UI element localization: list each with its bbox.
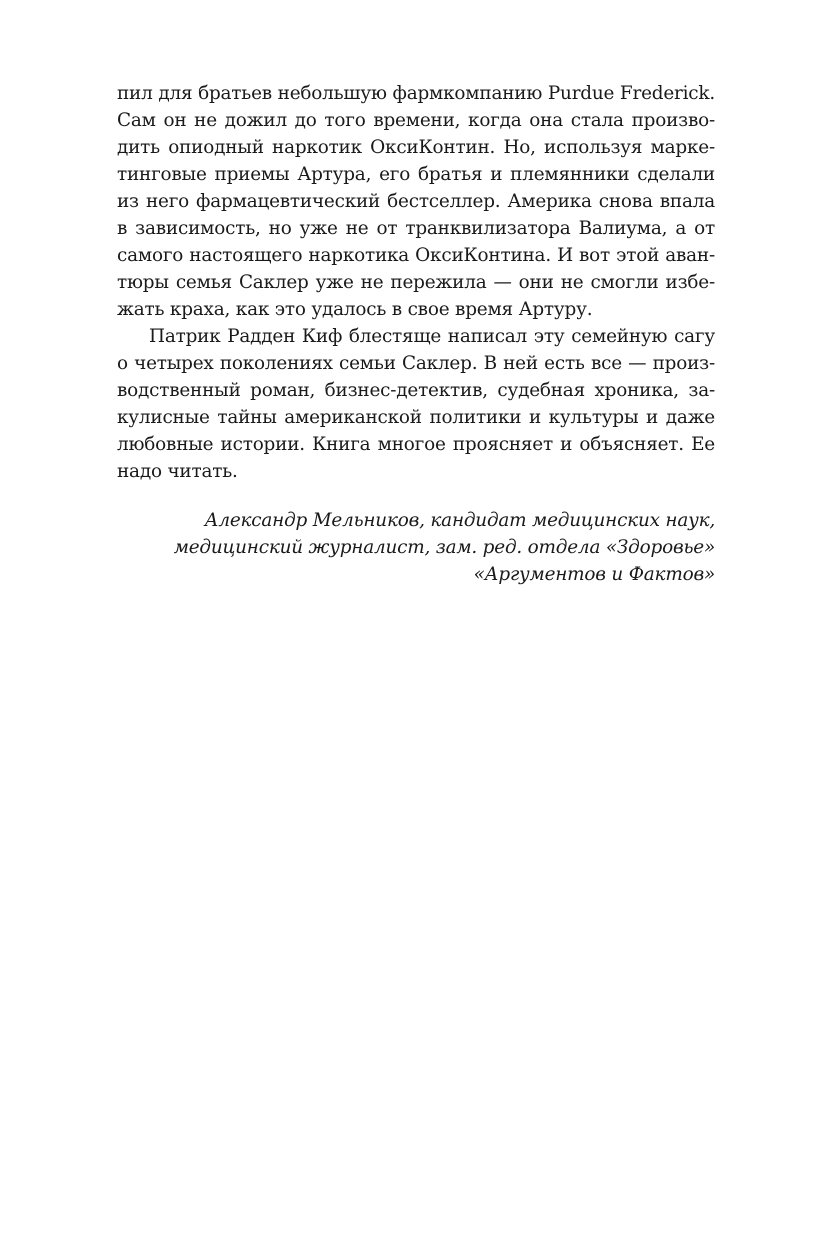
page-body [117,80,715,588]
paragraph-line: тинговые приемы Артура, его братья и племянники сделали [117,164,715,185]
paragraph-line: жать краха, как это удалось в свое время Артуру. [117,299,593,320]
signature-line: «Аргументов и Фактов» [473,564,715,585]
paragraph-1 [117,80,715,323]
paragraph-line: надо читать. [117,461,238,482]
paragraph-line: из него фармацевтический бестселлер. Америка снова впала [117,191,715,212]
paragraph-line: любовные истории. Книга многое проясняет и объясняет. Ее [117,434,715,455]
paragraph-line: о четырех поколениях семьи Саклер. В ней есть все — произ- [117,353,715,374]
signature-line: медицинский журналист, зам. ред. отдела «Здоровье» [173,537,715,558]
paragraph-line: в зависимость, но уже не от транквилизатора Валиума, а от [117,218,715,239]
paragraph-line: пил для братьев небольшую фармкомпанию Purdue Frederick. [117,83,715,104]
signature-line: Александр Мельников, кандидат медицинских наук, [204,510,715,531]
paragraph-line: Патрик Радден Киф блестяще написал эту семейную сагу [149,326,715,347]
paragraph-line: дить опиодный наркотик ОксиКонтин. Но, используя маркe- [117,137,715,158]
paragraph-line: водственный роман, бизнес-детектив, судебная хроника, за- [117,380,715,401]
paragraph-line: Сам он не дожил до того времени, когда она стала произво- [117,110,715,131]
paragraph-line: тюры семья Саклер уже не пережила — они не смогли избе- [117,272,715,293]
paragraph-2 [117,323,715,485]
author-signature [117,507,715,588]
paragraph-line: самого настоящего наркотика ОксиКонтина. И вот этой аван- [117,245,715,266]
paragraph-line: кулисные тайны американской политики и культуры и даже [117,407,715,428]
